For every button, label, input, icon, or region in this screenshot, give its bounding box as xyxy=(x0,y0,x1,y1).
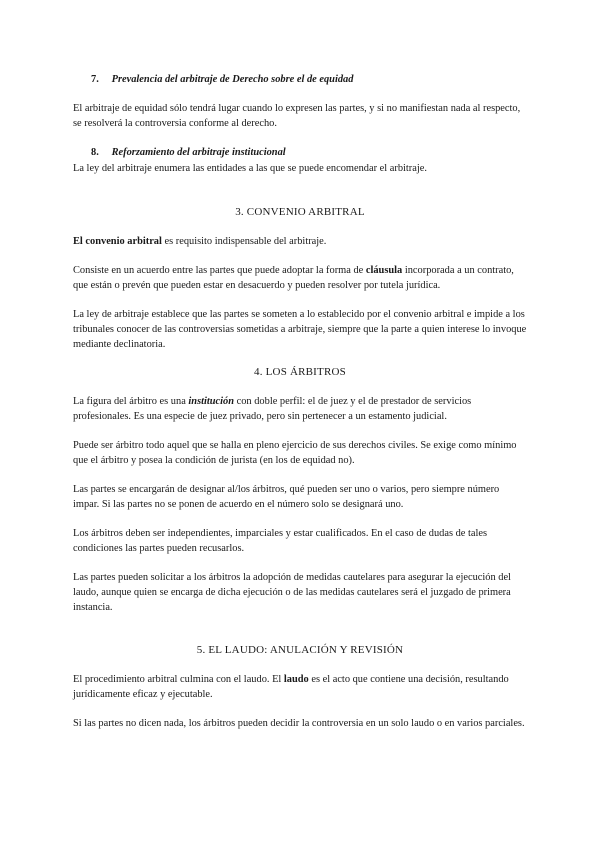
subsection-title: Prevalencia del arbitraje de Derecho sobre el de equidad xyxy=(111,74,354,85)
paragraph: Las partes pueden solicitar a los árbitros la adopción de medidas cautelares para asegurar la ejecución del laudo, aunque quien se encarga de dicha ejecución o de las medidas cautelares será el juzgado de primera instancia. xyxy=(73,572,511,613)
bold-term: El convenio arbitral xyxy=(73,236,162,247)
paragraph: El convenio arbitral es requisito indispensable del arbitraje. xyxy=(73,236,327,247)
subsection-7-heading xyxy=(91,72,546,87)
bold-term: cláusula xyxy=(365,265,403,276)
section-heading: 3. CONVENIO ARBITRAL xyxy=(235,206,365,218)
subsection-8-heading xyxy=(91,145,546,160)
paragraph: El arbitraje de equidad sólo tendrá lugar cuando lo expresen las partes, y si no manifiestan nada al respecto, se resolverá la controversia conforme al derecho. xyxy=(73,103,521,129)
bold-term: laudo xyxy=(283,674,309,685)
paragraph: Las partes se encargarán de designar al/los árbitros, qué pueden ser uno o varios, pero siempre número impar. Si las partes no se ponen de acuerdo en el número solo se designará uno. xyxy=(73,484,500,510)
paragraph: Si las partes no dicen nada, los árbitros pueden decidir la controversia en un solo laudo o en varios parciales. xyxy=(73,718,525,729)
bold-term: institución xyxy=(188,396,235,407)
section-heading: 5. EL LAUDO: ANULACIÓN Y REVISIÓN xyxy=(196,644,404,656)
subsection-title: Reforzamiento del arbitraje institucional xyxy=(111,147,286,158)
subsection-number: 8. xyxy=(91,147,99,158)
paragraph: La ley de arbitraje establece que las partes se someten a lo establecido por el convenio arbitral e impide a los tribunales conocer de las controversias sometidas a arbitraje, siempre que la parte a quien interese lo invoque mediante declinatoria. xyxy=(73,309,527,350)
paragraph: Puede ser árbitro todo aquel que se halla en pleno ejercicio de sus derechos civiles. Se exige como mínimo que el árbitro y posea la condición de jurista (en los de equidad no). xyxy=(73,440,517,466)
paragraph: El procedimiento arbitral culmina con el laudo. El laudo es el acto que contiene una decisión, resultando jurídicamente eficaz y ejecutable. xyxy=(73,674,509,700)
paragraph: Los árbitros deben ser independientes, imparciales y estar cualificados. En el caso de dudas de tales condiciones las partes pueden recusarlos. xyxy=(73,528,488,554)
paragraph: Consiste en un acuerdo entre las partes que puede adoptar la forma de cláusula incorporada a un contrato, que están o prevén que pueden estar en desacuerdo y pueden resolver por tutela jurídica. xyxy=(73,265,514,291)
paragraph: La figura del árbitro es una institución con doble perfil: el de juez y el de prestador de servicios profesionales. Es una especie de juez privado, pero sin pertenecer a un estamento judicial. xyxy=(73,396,472,422)
subsection-number: 7. xyxy=(91,74,99,85)
paragraph: La ley del arbitraje enumera las entidades a las que se puede encomendar el arbitraje. xyxy=(73,163,427,174)
section-heading: 4. LOS ÁRBITROS xyxy=(254,366,346,378)
